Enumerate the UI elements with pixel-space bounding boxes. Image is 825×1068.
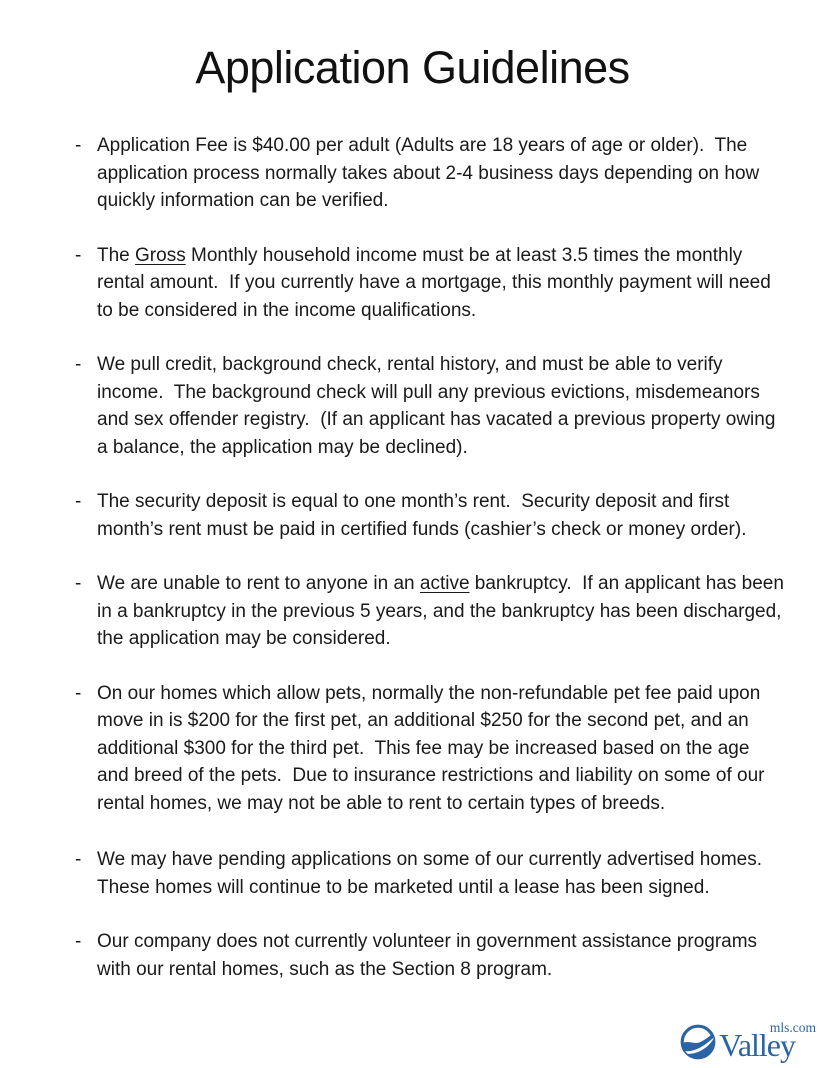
bullet-text	[97, 245, 776, 321]
text-segment: The security deposit is equal to one month’s rent. Security deposit and first month’s rent must be paid in certified funds (cashier’s check or money order).	[97, 491, 747, 540]
text-segment: On our homes which allow pets, normally the non-refundable pet fee paid upon move in is $200 for the first pet, an additional $250 for the second pet, and an additional $300 for the third pet. This fee may be increased based on the age and breed of the pets. Due to insurance restrictions and liability on some of our rental homes, we may not be able to rent to certain types of breeds.	[97, 682, 770, 814]
guideline-item	[75, 351, 785, 461]
underlined-term: active	[419, 573, 470, 594]
guideline-item	[75, 242, 785, 325]
bullet-text	[97, 849, 772, 898]
bullet-dash-icon: -	[75, 931, 82, 952]
bullet-text	[97, 573, 789, 649]
page-title: Application Guidelines	[195, 42, 630, 93]
bullet-text	[97, 931, 762, 980]
guideline-item	[75, 928, 785, 983]
bullet-text	[97, 354, 781, 458]
bullet-dash-icon: -	[75, 244, 82, 266]
logo-brand-text	[719, 1020, 816, 1063]
guidelines-list	[0, 94, 825, 983]
bullet-dash-icon: -	[75, 491, 82, 512]
underlined-term: Gross	[135, 244, 186, 266]
bullet-dash-icon: -	[75, 135, 82, 156]
text-segment: bankruptcy. If an applicant has been in a bankruptcy in the previous 5 years, and the bankruptcy has been discharged, the application may be considered.	[97, 573, 790, 649]
guideline-item	[75, 680, 785, 818]
bullet-dash-icon: -	[75, 573, 82, 594]
logo-suffix-text: mls.com	[769, 1020, 816, 1035]
bullet-dash-icon: -	[75, 849, 82, 870]
guideline-item	[75, 570, 790, 653]
guideline-item	[75, 846, 785, 901]
text-segment: We pull credit, background check, rental history, and must be able to verify income. The background check will pull any previous evictions, misdemeanors and sex offender registry. (If an applicant has vacated a previous property owing a balance, the application may be declined).	[97, 354, 781, 458]
bullet-text	[97, 135, 765, 211]
bullet-text	[97, 491, 746, 540]
bullet-dash-icon: -	[75, 354, 82, 375]
guideline-item	[75, 488, 785, 543]
guideline-item	[75, 132, 785, 215]
valleymls-logo	[679, 1020, 816, 1063]
text-segment: We may have pending applications on some of our currently advertised homes. These homes will continue to be marketed until a lease has been signed.	[97, 849, 773, 898]
logo-brand-name: Valley	[719, 1027, 795, 1063]
text-segment: Monthly household income must be at least 3.5 times the monthly rental amount. If you currently have a mortgage, this monthly payment will need to be considered in the income qualifications.	[97, 244, 777, 321]
bullet-dash-icon: -	[75, 682, 82, 704]
valley-wave-globe-icon	[679, 1023, 717, 1061]
text-segment: Our company does not currently volunteer in government assistance programs with our rental homes, such as the Section 8 program.	[97, 931, 763, 980]
text-segment: The	[97, 244, 136, 266]
bullet-text	[97, 683, 770, 814]
text-segment: We are unable to rent to anyone in an	[97, 573, 420, 594]
text-segment: Application Fee is $40.00 per adult (Adults are 18 years of age or older). The application process normally takes about 2-4 business days depending on how quickly information can be verified.	[97, 135, 765, 211]
